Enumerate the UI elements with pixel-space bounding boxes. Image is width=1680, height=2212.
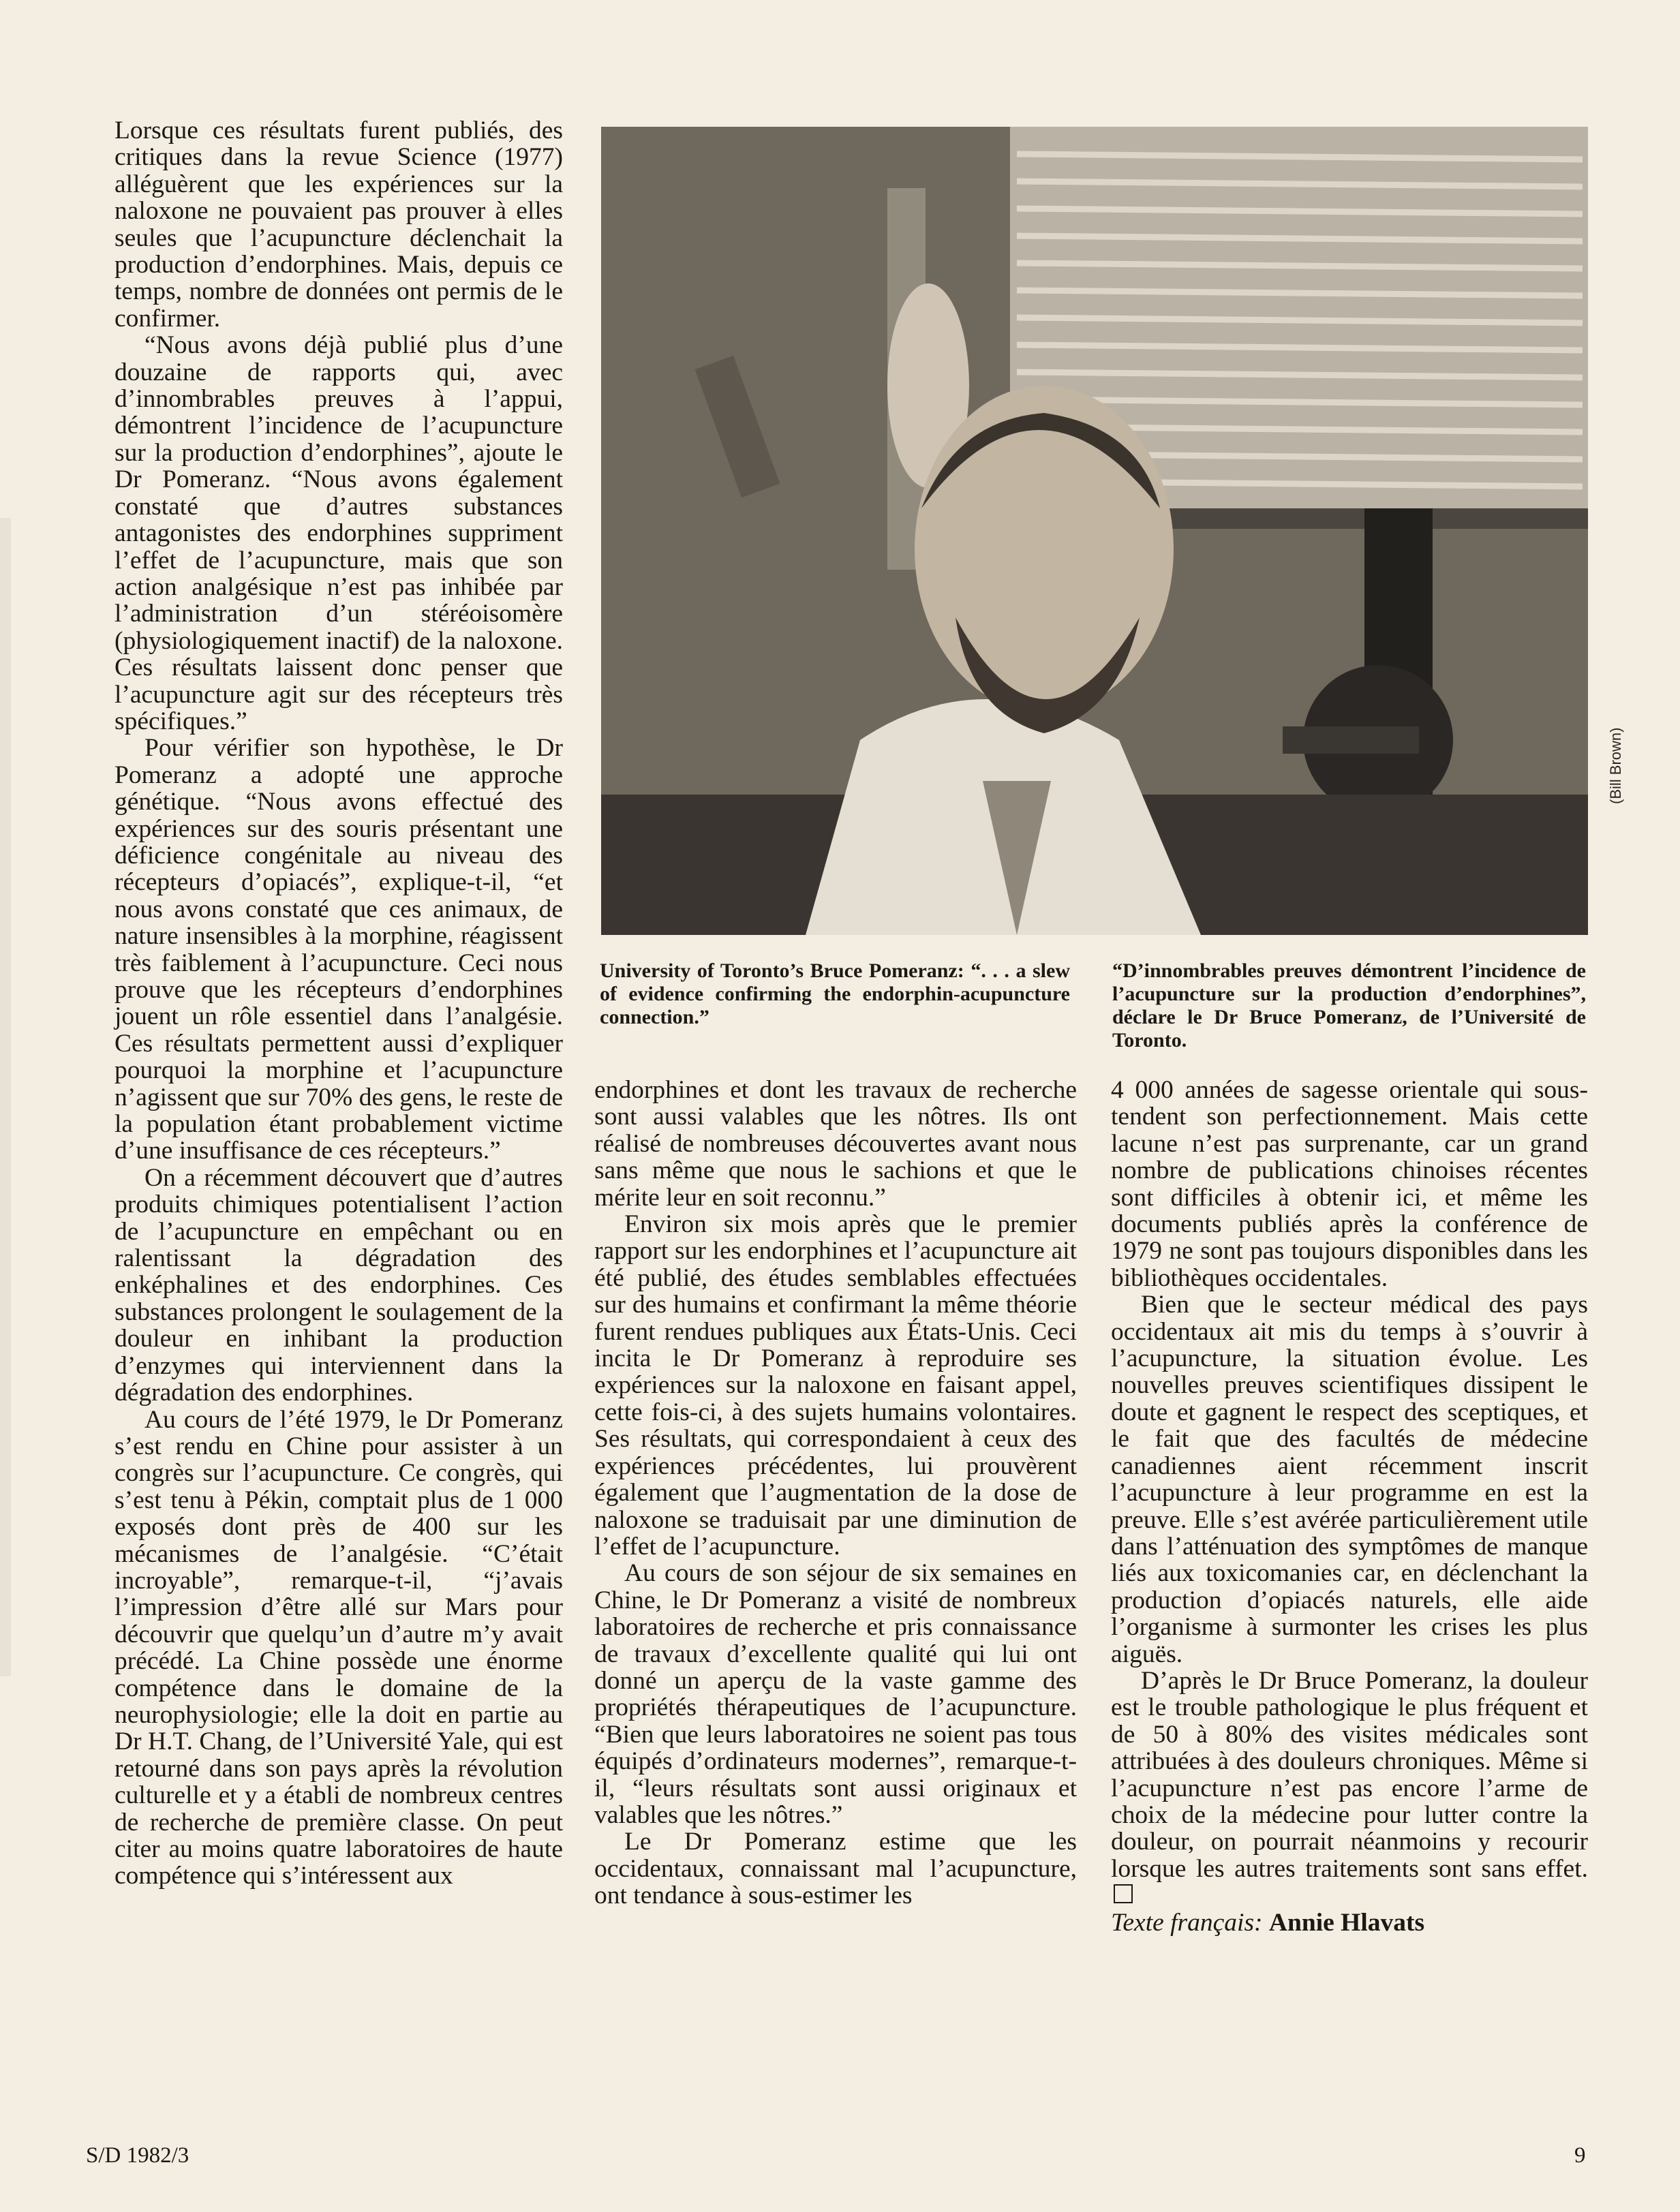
paragraph: Le Dr Pomeranz estime que les occidentaux, connaissant mal l’acupuncture, ont tendance à sous-estimer les bbox=[594, 1828, 1077, 1910]
paragraph: Bien que le secteur médical des pays occidentaux ait mis du temps à s’ouvrir à l’acupuncture, la situation évolue. Les nouvelles preuves scientifiques dissipent le doute et gagnent le respect des sceptiques, et le fait que des facultés de médecine canadiennes aient récemment inscrit l’acupuncture à leur programme en est la preuve. Elle s’est avérée particulièrement utile dans l’atténuation des symptômes de manque liés aux toxicomanies car, en déclenchant la production d’opiacés naturels, elle aide l’organisme à surmonter les crises les plus aiguës. bbox=[1111, 1291, 1588, 1668]
paragraph-text: D’après le Dr Bruce Pomeranz, la douleur est le trouble pathologique le plus fréquent et de 50 à 80% des visites médicales sont attribuées à des douleurs chroniques. Même si l’acupuncture n’est pas encore l’arme de choix de la médecine pour lutter contre la douleur, on pourrait néanmoins y recourir lorsque les autres traitements sont sans effet. bbox=[1111, 1666, 1588, 1883]
photo-caption-english: University of Toronto’s Bruce Pomeranz: “. . . a slew of evidence confirming the endorphin-acupuncture connection.” bbox=[600, 959, 1070, 1028]
article-column-3 bbox=[1111, 1077, 1588, 1936]
paragraph: Au cours de l’été 1979, le Dr Pomeranz s’est rendu en Chine pour assister à un congrès sur l’acupuncture. Ce congrès, qui s’est tenu à Pékin, comptait plus de 1 000 exposés dont près de 400 sur les mécanismes de l’analgésie. “C’était incroyable”, remarque-t-il, “j’avais l’impression d’être allé sur Mars pour découvrir que quelqu’un d’autre m’y avait précédé. La Chine possède une énorme compétence dans le domaine de la neurophysiologie; elle la doit en partie au Dr H.T. Chang, de l’Université Yale, qui est retourné dans son pays après la révolution culturelle et y a établi de nombreux centres de recherche de première classe. On peut citer au moins quatre laboratoires de haute compétence qui s’intéressent aux bbox=[114, 1405, 563, 1890]
paragraph: Lorsque ces résultats furent publiés, des critiques dans la revue Science (1977) alléguèrent que les expériences sur la naloxone ne pouvaient pas prouver à elles seules que l’acupuncture déclenchait la production d’endorphines. Mais, depuis ce temps, nombre de données ont permis de le confirmer. bbox=[114, 117, 563, 333]
end-of-article-box-icon bbox=[1114, 1884, 1133, 1903]
paragraph: 4 000 années de sagesse orientale qui sous-tendent son perfectionnement. Mais cette lacune n’est pas surprenante, car un grand nombre de publications chinoises récentes sont difficiles à obtenir ici, et même les documents publiés après la conférence de 1979 ne sont pas toujours disponibles dans les bibliothèques occidentales. bbox=[1111, 1076, 1588, 1292]
portrait-photo bbox=[601, 127, 1588, 935]
paragraph: Au cours de son séjour de six semaines en Chine, le Dr Pomeranz a visité de nombreux laboratoires de recherche et pris connaissance de travaux d’excellente qualité qui lui ont donné un aperçu de la vaste gamme des propriétés thérapeutiques de l’acupuncture. “Bien que leurs laboratoires ne soient pas tous équipés d’ordinateurs modernes”, remarque-t-il, “leurs résultats sont aussi originaux et valables que les nôtres.” bbox=[594, 1559, 1077, 1829]
article-column-1 bbox=[114, 117, 563, 1890]
photo-illustration bbox=[601, 127, 1588, 935]
issue-label: S/D 1982/3 bbox=[86, 2143, 189, 2168]
paragraph: endorphines et dont les travaux de recherche sont aussi valables que les nôtres. Ils ont réalisé de nombreuses découvertes avant nous sans même que nous le sachions et que le mérite leur en soit reconnu.” bbox=[594, 1076, 1077, 1212]
paragraph: “Nous avons déjà publié plus d’une douzaine de rapports qui, avec d’innombrables preuves à l’appui, démontrent l’incidence de l’acupuncture sur la production d’endorphines”, ajoute le Dr Pomeranz. “Nous avons également constaté que d’autres substances antagonistes des endorphines suppriment l’effet de l’acupuncture, mais que son action analgésique n’est pas inhibée par l’administration d’un stéréoisomère (physiologiquement inactif) de la naloxone. Ces résultats laissent donc penser que l’acupuncture agit sur des récepteurs très spécifiques.” bbox=[114, 331, 563, 735]
page-edge-shade bbox=[0, 518, 11, 1676]
translator-credit bbox=[1111, 1909, 1588, 1936]
translator-name: Annie Hlavats bbox=[1268, 1908, 1425, 1937]
paragraph bbox=[1111, 1668, 1588, 1909]
page-number: 9 bbox=[1574, 2143, 1586, 2168]
translator-label: Texte français: bbox=[1111, 1908, 1263, 1937]
photo-caption-french: “D’innombrables preuves démontrent l’incidence de l’acupuncture sur la production d’endorphines”, déclare le Dr Bruce Pomeranz, de l’Université de Toronto. bbox=[1112, 959, 1586, 1051]
paragraph: On a récemment découvert que d’autres produits chimiques potentialisent l’action de l’acupuncture en empêchant ou en ralentissant la dégradation des enképhalines et des endorphines. Ces substances prolongent le soulagement de la douleur en inhibant la production d’enzymes qui interviennent dans la dégradation des endorphines. bbox=[114, 1163, 563, 1407]
article-column-2 bbox=[594, 1077, 1077, 1909]
paragraph: Environ six mois après que le premier rapport sur les endorphines et l’acupuncture ait été publié, des études semblables effectuées sur des humains et confirmant la même théorie furent rendues publiques aux États-Unis. Ceci incita le Dr Pomeranz à reproduire ses expériences sur la naloxone en faisant appel, cette fois-ci, à des sujets humains volontaires. Ses résultats, qui correspondaient à ceux des expériences précédentes, lui prouvèrent également que l’augmentation de la dose de naloxone se traduisait par une diminution de l’effet de l’acupuncture. bbox=[594, 1210, 1077, 1561]
photo-credit: (Bill Brown) bbox=[1607, 727, 1624, 804]
paragraph: Pour vérifier son hypothèse, le Dr Pomeranz a adopté une approche génétique. “Nous avons effectué des expériences sur des souris présentant une déficience congénitale au niveau des récepteurs d’opiacés”, explique-t-il, “et nous avons constaté que ces animaux, de nature insensibles à la morphine, réagissent très faiblement à l’acupuncture. Ceci nous prouve que les récepteurs d’endorphines jouent un rôle essentiel dans l’analgésie. Ces résultats permettent aussi d’expliquer pourquoi la morphine et l’acupuncture n’agissent que sur 70% des gens, le reste de la population étant probablement victime d’une insuffisance de ces récepteurs.” bbox=[114, 734, 563, 1165]
